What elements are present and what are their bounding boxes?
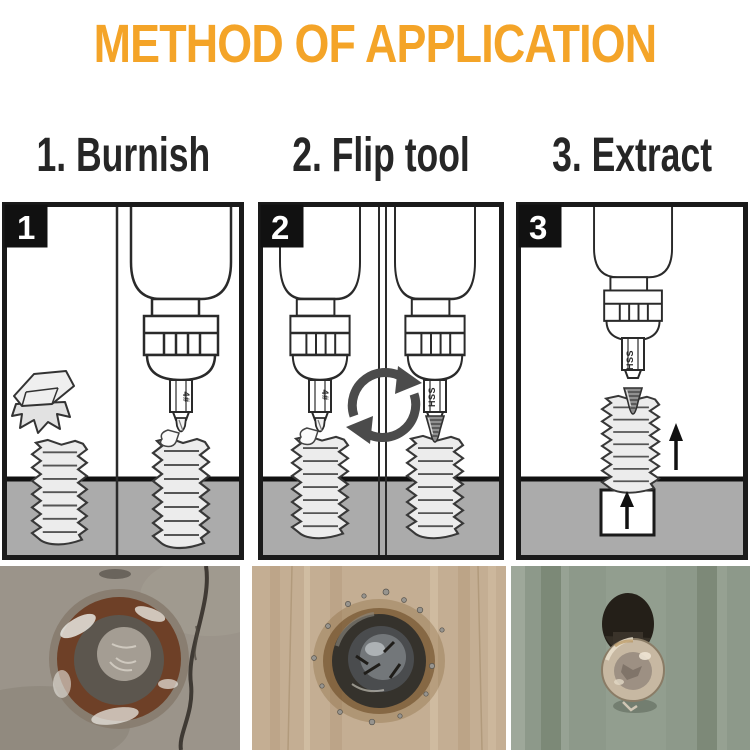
paint-smudge bbox=[53, 670, 71, 698]
step-number: 2 bbox=[271, 209, 290, 246]
photo-screw-extracted bbox=[511, 566, 750, 750]
bit-size-label: HSS bbox=[625, 349, 635, 371]
photo-extractor-engaged-screw bbox=[252, 566, 506, 750]
screw-being-burnished bbox=[153, 438, 209, 548]
bit-size-label-right: HSS bbox=[427, 386, 437, 408]
paint-smudge bbox=[158, 679, 178, 689]
panel-extract-illustration bbox=[516, 202, 748, 560]
glint bbox=[639, 652, 651, 660]
step-number: 1 bbox=[17, 209, 36, 246]
photo-damaged-screw bbox=[0, 566, 240, 750]
glint bbox=[614, 679, 624, 685]
step-number: 3 bbox=[529, 209, 548, 246]
panel-flip-tool-illustration bbox=[258, 202, 504, 560]
stripped-screw-head bbox=[97, 627, 151, 681]
step-label-flip-tool: 2. Flip tool bbox=[292, 129, 470, 182]
page-title-text: METHOD OF APPLICATION bbox=[93, 14, 657, 74]
debris-mark bbox=[99, 569, 131, 579]
step-label-burnish: 1. Burnish bbox=[36, 129, 210, 182]
bit-size-label: 4# bbox=[181, 391, 191, 403]
drill-chuck-right bbox=[395, 202, 475, 380]
drill-chuck bbox=[131, 202, 231, 380]
panel-burnish-illustration bbox=[2, 202, 244, 560]
screw-left bbox=[292, 436, 348, 538]
broken-screw-stub bbox=[32, 440, 87, 545]
bit-size-label-left: 4# bbox=[320, 389, 330, 401]
step-label-extract: 3. Extract bbox=[552, 129, 712, 182]
page-title bbox=[0, 16, 750, 73]
specular-highlight bbox=[365, 642, 385, 656]
screw-right bbox=[407, 436, 463, 538]
drill-chuck bbox=[594, 202, 672, 340]
